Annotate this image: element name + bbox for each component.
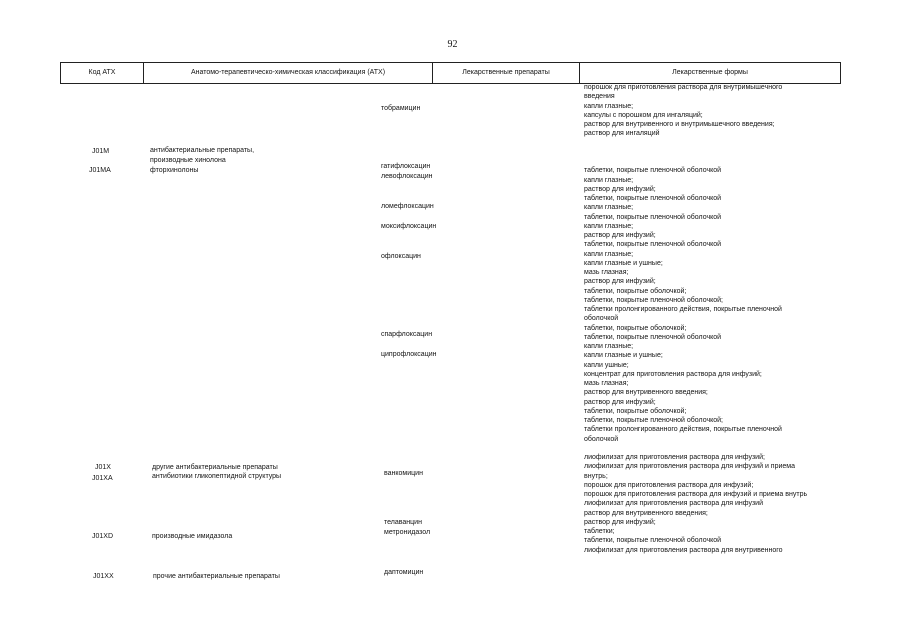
- drug-name: офлоксацин: [381, 253, 421, 260]
- dosage-form-line: мазь глазная;: [584, 269, 629, 276]
- drug-name: тобрамицин: [381, 105, 421, 112]
- header-classification: Анатомо-терапевтическо-химическая классификация (АТХ): [143, 63, 432, 83]
- atx-class: прочие антибактериальные препараты: [153, 573, 280, 580]
- dosage-form-line: раствор для инфузий;: [584, 232, 656, 239]
- dosage-form-line: концентрат для приготовления раствора для инфузий;: [584, 370, 762, 378]
- drug-name: ломефлоксацин: [381, 203, 434, 210]
- dosage-form-line: таблетки, покрытые пленочной оболочкой: [584, 537, 722, 545]
- dosage-form-line: раствор для внутривенного и внутримышечного введения;: [584, 121, 775, 128]
- dosage-form-line: капли глазные;: [584, 343, 634, 350]
- drug-name: метронидазол: [384, 529, 431, 536]
- dosage-form-line: раствор для инфузий;: [584, 185, 656, 193]
- dosage-form-line: капли глазные и ушные;: [584, 352, 663, 360]
- dosage-form-line: капли глазные;: [584, 176, 634, 184]
- drug-name: ванкомицин: [384, 470, 423, 477]
- dosage-form-line: раствор для внутривенного введения;: [584, 509, 708, 517]
- dosage-form-line: порошок для приготовления раствора для инфузий и приема внутрь: [584, 491, 808, 498]
- dosage-form-line: таблетки, покрытые пленочной оболочкой;: [584, 417, 723, 424]
- dosage-form-line: [584, 139, 849, 148]
- dosage-form-line: капсулы с порошком для ингаляций;: [584, 111, 703, 119]
- drug-name: гатифлоксацин: [381, 163, 431, 170]
- drug-name: левофлоксацин: [381, 173, 433, 180]
- dosage-form-line: [584, 157, 849, 166]
- dosage-form-line: таблетки, покрытые оболочкой;: [584, 407, 687, 415]
- atx-code: J01MA: [89, 167, 111, 174]
- dosage-form-line: капли глазные;: [584, 102, 634, 110]
- dosage-form-line: оболочкой: [584, 315, 619, 323]
- dosage-form-line: порошок для приготовления раствора для инфузий;: [584, 481, 754, 489]
- header-forms: Лекарственные формы: [579, 63, 840, 83]
- dosage-form-line: таблетки;: [584, 528, 615, 535]
- dosage-form-line: капли ушные;: [584, 361, 629, 369]
- drug-name: спарфлоксацин: [381, 331, 433, 338]
- dosage-form-line: оболочкой: [584, 435, 619, 443]
- dosage-form-line: таблетки, покрытые пленочной оболочкой: [584, 213, 722, 221]
- drug-name: моксифлоксацин: [381, 223, 437, 230]
- drug-name: даптомицин: [384, 569, 424, 576]
- dosage-form-line: таблетки, покрытые пленочной оболочкой: [584, 333, 722, 341]
- atx-code: J01XD: [92, 533, 114, 540]
- atx-class: другие антибактериальные препараты: [152, 464, 278, 471]
- atx-code: J01XX: [93, 573, 114, 580]
- dosage-form-line: лиофилизат для приготовления раствора для инфузий;: [584, 454, 765, 461]
- dosage-form-line: таблетки, покрытые оболочкой;: [584, 324, 687, 332]
- header-code: Код АТХ: [88, 69, 116, 76]
- dosage-form-line: таблетки, покрытые пленочной оболочкой;: [584, 296, 723, 304]
- atx-code: J01X: [95, 464, 111, 471]
- dosage-form-line: капли глазные;: [584, 250, 634, 258]
- dosage-form-line: лиофилизат для приготовления раствора для внутривенного: [584, 546, 783, 554]
- dosage-form-line: капли глазные;: [584, 222, 634, 230]
- dosage-form-line: таблетки, покрытые пленочной оболочкой: [584, 167, 722, 175]
- dosage-form-line: раствор для внутривенного введения;: [584, 389, 708, 397]
- atx-class: антибактериальные препараты,: [150, 147, 255, 154]
- dosage-form-line: порошок для приготовления раствора для внутримышечного: [584, 84, 783, 91]
- atx-code: J01XA: [92, 475, 113, 482]
- atx-class: фторхинолоны: [150, 167, 199, 174]
- dosage-form-line: раствор для ингаляций: [584, 130, 660, 138]
- dosage-form-line: таблетки, покрытые пленочной оболочкой: [584, 195, 722, 202]
- dosage-form-line: таблетки пролонгированного действия, покрытые пленочной: [584, 306, 782, 313]
- atx-class: антибиотики гликопептидной структуры: [152, 473, 282, 480]
- dosage-form-line: мазь глазная;: [584, 380, 629, 387]
- dosage-form-line: введения: [584, 93, 615, 101]
- page-number: 92: [447, 39, 458, 50]
- dosage-form-line: капли глазные;: [584, 204, 634, 212]
- dosage-form-line: лиофилизат для приготовления раствора для инфузий: [584, 500, 764, 508]
- drug-name: ципрофлоксацин: [381, 351, 437, 358]
- dosage-form-line: таблетки, покрытые пленочной оболочкой: [584, 241, 722, 249]
- dosage-forms-column: [584, 83, 849, 555]
- dosage-form-line: таблетки пролонгированного действия, покрытые пленочной: [584, 426, 782, 434]
- dosage-form-line: лиофилизат для приготовления раствора для инфузий и приема: [584, 463, 795, 471]
- table-header: [60, 62, 841, 84]
- dosage-form-line: раствор для инфузий;: [584, 518, 656, 526]
- header-drugs: Лекарственные препараты: [432, 63, 579, 83]
- drug-name: телаванцин: [384, 519, 422, 526]
- dosage-form-line: капли глазные и ушные;: [584, 259, 663, 267]
- atx-class: производные хинолона: [150, 157, 226, 164]
- dosage-form-line: внутрь;: [584, 472, 608, 480]
- dosage-form-line: [584, 444, 849, 453]
- dosage-form-line: [584, 148, 849, 157]
- dosage-form-line: таблетки, покрытые оболочкой;: [584, 287, 687, 295]
- dosage-form-line: раствор для инфузий;: [584, 278, 656, 286]
- dosage-form-line: раствор для инфузий;: [584, 398, 656, 406]
- atx-class: производные имидазола: [152, 533, 233, 540]
- atx-code: J01M: [92, 148, 110, 155]
